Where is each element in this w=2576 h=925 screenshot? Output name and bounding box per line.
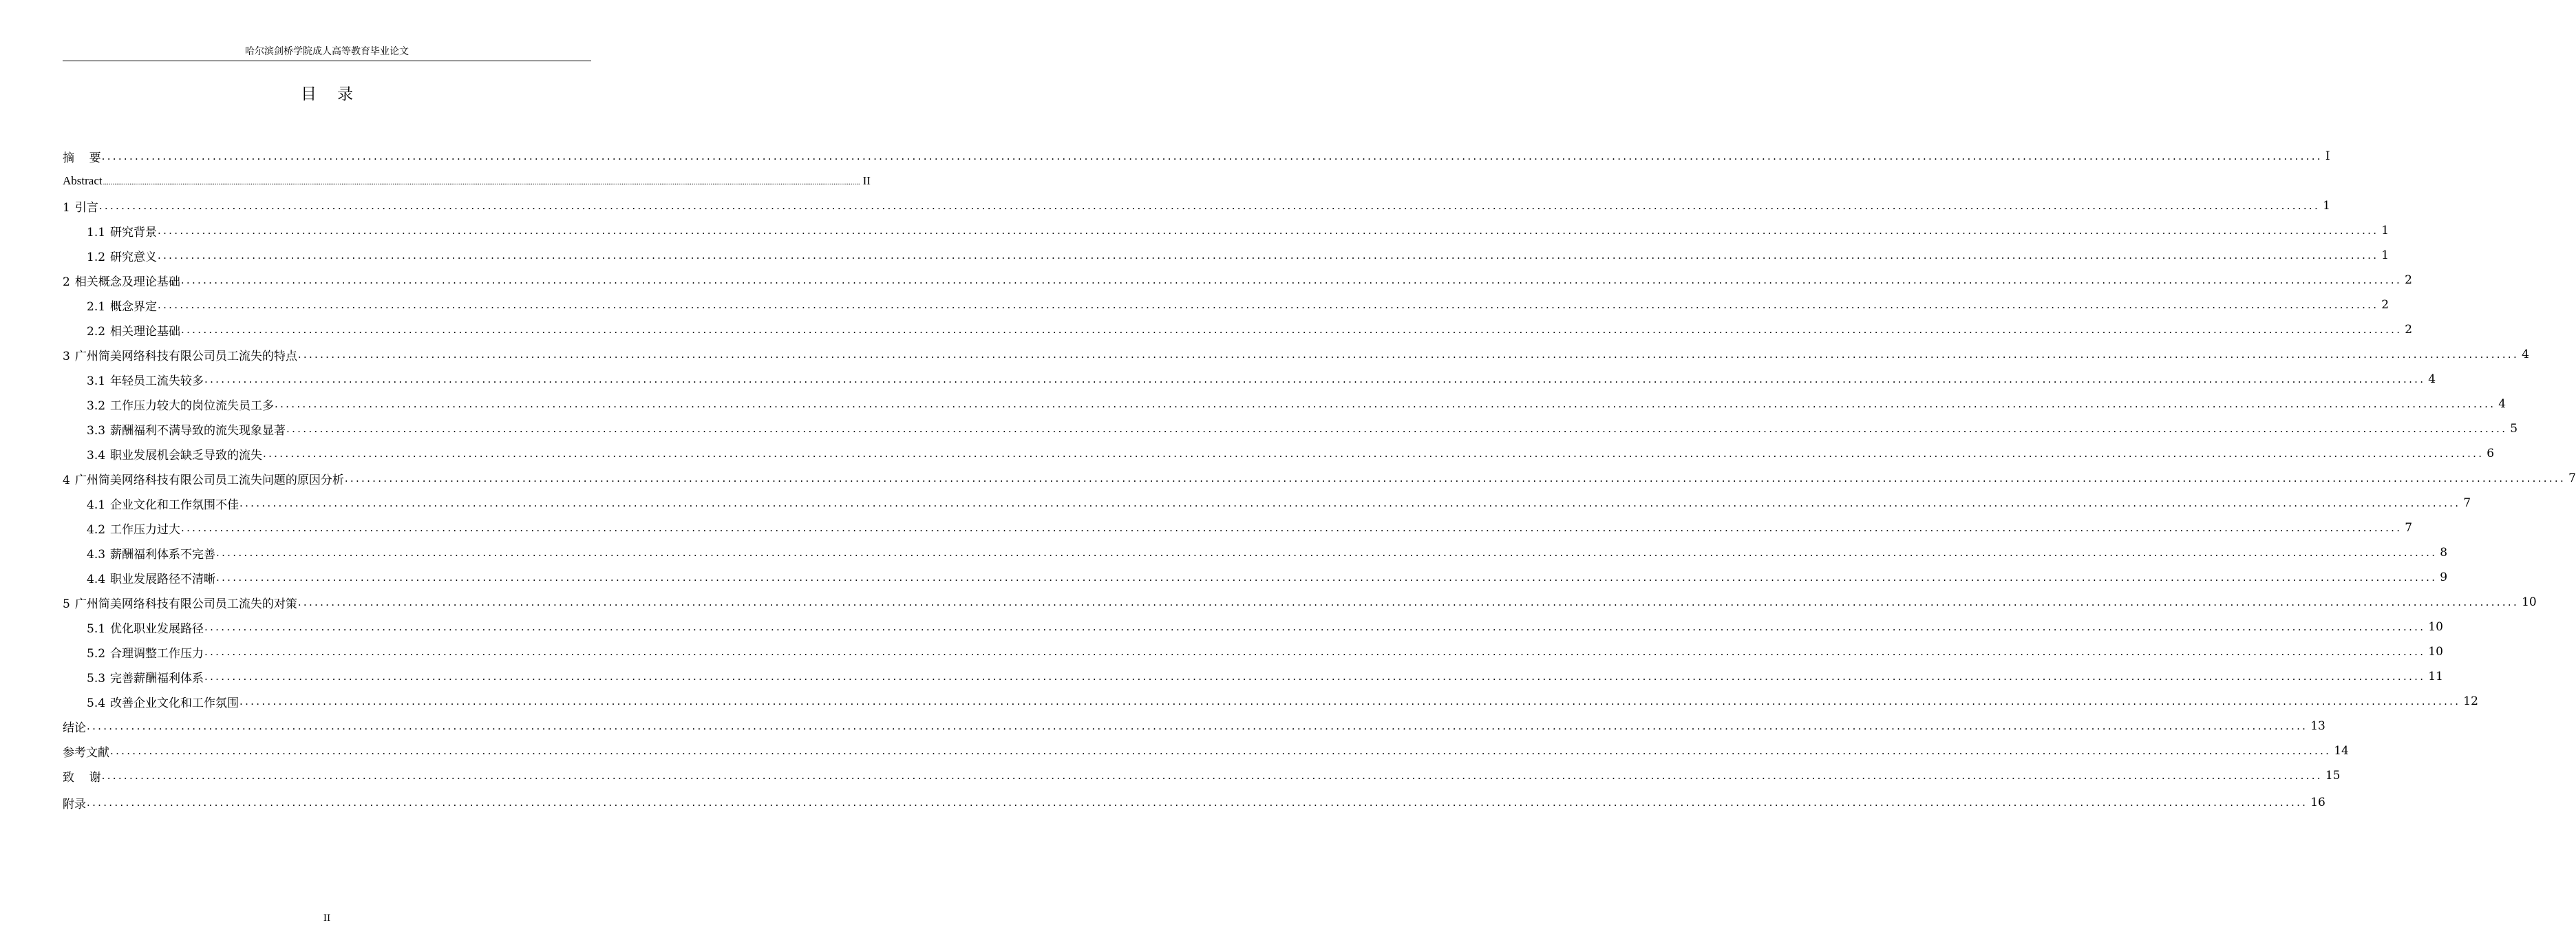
toc-entry-number: 1 (63, 200, 70, 215)
toc-entry-page: 14 (2334, 744, 2349, 758)
toc-entry-number: 3.3 (87, 423, 106, 438)
toc-entry-label: 职业发展机会缺乏导致的流失 (110, 448, 263, 463)
dot-leader: ................................................................................................................................................................................................................................................................................................................................................................................................................ (101, 769, 2323, 782)
toc-entry-label: 相关概念及理论基础 (74, 275, 180, 289)
dot-leader: ................................................................................................................................................................................................................................................................................................................................................................................................................ (181, 522, 2403, 534)
toc-entry-label: 完善薪酬福利体系 (110, 671, 204, 685)
dot-leader: ................................................................................................................................................................................................................................................................................................................................................................................................................ (180, 274, 2403, 286)
toc-entry-section-4-3[interactable] (63, 540, 2448, 565)
toc-entry-label: 相关理论基础 (110, 324, 181, 339)
toc-entry-label: 附录 (63, 797, 86, 811)
toc-entry-section-4-1[interactable] (63, 491, 2471, 515)
toc-entry-number: 4.1 (87, 498, 106, 512)
dot-leader: ................................................................................................................................................................................................................................................................................................................................................................................................................ (158, 299, 2379, 311)
toc-entry-label: 合理调整工作压力 (110, 646, 204, 661)
toc-entry-number: 1.1 (87, 225, 106, 240)
toc-entry-label: 工作压力过大 (110, 522, 181, 537)
toc-entry-page: 1 (2381, 224, 2389, 237)
toc-entry-label: 薪酬福利体系不完善 (110, 547, 216, 562)
dot-leader: ................................................................................................................................................................................................................................................................................................................................................................................................................ (87, 796, 2308, 809)
toc-entry-page: 1 (2323, 199, 2330, 213)
toc-entry-page: 7 (2568, 471, 2576, 485)
dot-leader: ................................................................................................................................................................................................................................................................................................................................................................................................................ (344, 472, 2566, 485)
dot-leader: ................................................................................................................................................................................................................................................................................................................................................................................................................ (103, 178, 860, 187)
toc-entry-number: 5.2 (87, 646, 106, 661)
dot-leader: ................................................................................................................................................................................................................................................................................................................................................................................................................ (110, 745, 2332, 757)
toc-entry-section-1-2[interactable] (63, 243, 2389, 268)
toc-entry-label: 薪酬福利不满导致的流失现象显著 (110, 423, 286, 438)
toc-entry-number: 2.1 (87, 299, 106, 314)
toc-entry-conclusion[interactable] (63, 714, 2325, 738)
toc-entry-page: 7 (2463, 496, 2471, 510)
toc-entry-number: 4.4 (87, 572, 106, 586)
toc-entry-section-4-2[interactable] (63, 515, 2413, 540)
toc-entry-number: 3 (63, 349, 70, 363)
toc-entry-number: 3.1 (87, 374, 106, 388)
toc-entry-page: 5 (2510, 422, 2518, 436)
toc-entry-section-2-2[interactable] (63, 317, 2413, 342)
toc-entry-label: 广州简美网络科技有限公司员工流失问题的原因分析 (74, 473, 344, 487)
dot-leader: ................................................................................................................................................................................................................................................................................................................................................................................................................ (98, 200, 2321, 212)
toc-entry-page: 11 (2428, 670, 2443, 683)
toc-entry-abstract-en[interactable] (63, 169, 871, 193)
toc-entry-page: 15 (2325, 769, 2341, 783)
dot-leader: ................................................................................................................................................................................................................................................................................................................................................................................................................ (87, 720, 2308, 732)
toc-entry-label: 改善企业文化和工作氛围 (110, 696, 239, 710)
dot-leader: ................................................................................................................................................................................................................................................................................................................................................................................................................ (181, 323, 2403, 336)
toc-entry-number: 5.4 (87, 696, 106, 710)
toc-entry-label: 摘 要 (63, 151, 101, 165)
toc-entry-number: 1.2 (87, 250, 106, 264)
toc-entry-section-1-1[interactable] (63, 218, 2389, 243)
toc-entry-section-3-2[interactable] (63, 392, 2506, 416)
toc-entry-chapter-1[interactable] (63, 193, 2330, 218)
dot-leader: ................................................................................................................................................................................................................................................................................................................................................................................................................ (216, 546, 2438, 559)
dot-leader: ................................................................................................................................................................................................................................................................................................................................................................................................................ (286, 423, 2508, 435)
page-number: II (323, 913, 331, 924)
dot-leader: ................................................................................................................................................................................................................................................................................................................................................................................................................ (204, 646, 2426, 658)
toc-entry-label: 研究意义 (110, 250, 158, 264)
toc-entry-page: 2 (2405, 323, 2413, 337)
toc-entry-label: 广州简美网络科技有限公司员工流失的对策 (74, 597, 297, 611)
toc-entry-section-5-1[interactable] (63, 615, 2443, 639)
toc-entry-label: 企业文化和工作氛围不佳 (110, 498, 239, 512)
toc-entry-label: 概念界定 (110, 299, 158, 314)
toc-entry-page: 12 (2463, 694, 2478, 708)
toc-entry-page: 8 (2440, 546, 2448, 560)
dot-leader: ................................................................................................................................................................................................................................................................................................................................................................................................................ (275, 398, 2496, 410)
toc-entry-acknowledgements[interactable] (63, 763, 2341, 788)
toc-entry-label: Abstract (63, 174, 103, 187)
dot-leader: ................................................................................................................................................................................................................................................................................................................................................................................................................ (239, 497, 2461, 509)
toc-entry-label: 致 谢 (63, 770, 101, 785)
toc-entry-number: 5 (63, 597, 70, 611)
dot-leader: ................................................................................................................................................................................................................................................................................................................................................................................................................ (158, 224, 2379, 237)
toc-entry-page: 2 (2381, 298, 2389, 312)
toc-entry-page: 10 (2428, 620, 2443, 634)
toc-entry-page: I (2325, 149, 2330, 163)
toc-entry-number: 5.1 (87, 621, 106, 636)
dot-leader: ................................................................................................................................................................................................................................................................................................................................................................................................................ (297, 596, 2520, 608)
toc-entry-page: 4 (2428, 372, 2436, 386)
toc-entry-page: 2 (2405, 273, 2412, 287)
table-of-contents (63, 144, 2576, 815)
toc-entry-page: 16 (2310, 796, 2325, 809)
toc-entry-chapter-2[interactable] (63, 268, 2412, 293)
toc-entry-number: 2 (63, 275, 70, 289)
toc-entry-page: 10 (2428, 645, 2443, 659)
toc-entry-label: 广州简美网络科技有限公司员工流失的特点 (74, 349, 297, 363)
toc-entry-page: 9 (2440, 571, 2448, 584)
toc-entry-label: 引言 (74, 200, 98, 215)
toc-entry-page: 6 (2487, 447, 2495, 460)
dot-leader: ................................................................................................................................................................................................................................................................................................................................................................................................................ (101, 150, 2323, 162)
toc-entry-page: 7 (2405, 521, 2413, 535)
toc-entry-number: 4.3 (87, 547, 106, 562)
toc-entry-number: 4 (63, 473, 70, 487)
toc-entry-label: 研究背景 (110, 225, 158, 240)
toc-entry-chapter-5[interactable] (63, 590, 2537, 615)
toc-entry-number: 4.2 (87, 522, 106, 537)
toc-entry-abstract-cn[interactable] (63, 144, 2330, 169)
toc-entry-section-2-1[interactable] (63, 293, 2389, 317)
toc-entry-section-5-3[interactable] (63, 664, 2443, 689)
toc-entry-page: 1 (2381, 248, 2389, 262)
toc-entry-label: 年轻员工流失较多 (110, 374, 204, 388)
toc-entry-section-4-4[interactable] (63, 565, 2448, 590)
toc-entry-number: 3.2 (87, 398, 106, 413)
toc-entry-number: 3.4 (87, 448, 106, 463)
toc-entry-number: 5.3 (87, 671, 106, 685)
dot-leader: ................................................................................................................................................................................................................................................................................................................................................................................................................ (158, 249, 2379, 262)
dot-leader: ................................................................................................................................................................................................................................................................................................................................................................................................................ (204, 373, 2426, 385)
toc-entry-section-3-4[interactable] (63, 441, 2495, 466)
toc-entry-number: 2.2 (87, 324, 106, 339)
toc-entry-page: 4 (2522, 348, 2529, 361)
toc-entry-page: II (862, 174, 871, 187)
running-header: 哈尔滨剑桥学院成人高等教育毕业论文 (245, 46, 409, 57)
toc-entry-label: 结论 (63, 721, 86, 735)
toc-entry-label: 职业发展路径不清晰 (110, 572, 216, 586)
toc-entry-chapter-3[interactable] (63, 342, 2529, 367)
toc-entry-section-3-1[interactable] (63, 367, 2436, 392)
toc-title: 目录 (301, 85, 374, 103)
toc-entry-label: 优化职业发展路径 (110, 621, 204, 636)
toc-entry-page: 4 (2498, 397, 2506, 411)
toc-entry-appendix[interactable] (63, 790, 2325, 815)
toc-entry-label: 工作压力较大的岗位流失员工多 (110, 398, 275, 413)
toc-entry-chapter-4[interactable] (63, 466, 2576, 491)
dot-leader: ................................................................................................................................................................................................................................................................................................................................................................................................................ (239, 695, 2461, 708)
dot-leader: ................................................................................................................................................................................................................................................................................................................................................................................................................ (204, 621, 2426, 633)
toc-entry-section-5-2[interactable] (63, 639, 2443, 664)
toc-entry-page: 10 (2522, 595, 2537, 609)
toc-entry-section-3-3[interactable] (63, 416, 2518, 441)
dot-leader: ................................................................................................................................................................................................................................................................................................................................................................................................................ (297, 348, 2520, 361)
dot-leader: ................................................................................................................................................................................................................................................................................................................................................................................................................ (204, 670, 2426, 683)
dot-leader: ................................................................................................................................................................................................................................................................................................................................................................................................................ (263, 447, 2484, 460)
dot-leader: ................................................................................................................................................................................................................................................................................................................................................................................................................ (216, 571, 2438, 584)
toc-entry-label: 参考文献 (63, 745, 109, 760)
toc-entry-page: 13 (2310, 719, 2325, 733)
toc-entry-section-5-4[interactable] (63, 689, 2478, 714)
toc-entry-references[interactable] (63, 738, 2349, 763)
